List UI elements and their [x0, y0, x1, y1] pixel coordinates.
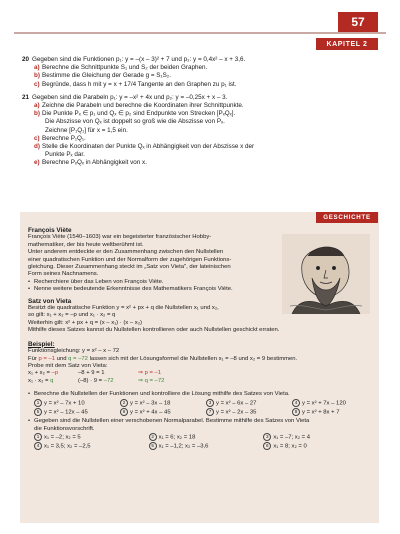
- satz-line: so gilt: x₁ + x₂ = –p und x₁ · x₂ = q: [28, 312, 116, 319]
- exercise-item-text: Die Punkte Pₓ ∈ p₁ und Qₓ ∈ p₂ sind Endpunkte von Strecken [PₓQₓ].: [42, 110, 236, 118]
- probe-p: –p: [51, 370, 59, 377]
- exercise-item: [22, 102, 380, 110]
- beispiel-line1: Funktionsgleichung: y = x² – x – 72: [28, 348, 120, 355]
- exercise-intro: [22, 94, 380, 102]
- probe-calc-result: –72: [103, 377, 114, 384]
- roots-item: [263, 442, 374, 451]
- satz-line: Besitzt die quadratische Funktion y = x² + px + q die Nullstellen x₁ und x₂,: [28, 305, 219, 312]
- paragraph-line: gleichung. Dieser Zusammenhang steckt im „Satz von Vieta", der lateinischen: [28, 264, 231, 271]
- satz-line: Weiterhin gilt: x² + px + q = (x – x₁) · (x – x₂): [28, 319, 142, 326]
- exercise-item-label: c): [34, 134, 40, 142]
- item-number-circle: 3: [206, 399, 214, 407]
- function-formula: y = x² + 7x – 120: [302, 400, 346, 407]
- beispiel-line3: Probe mit dem Satz von Vieta:: [28, 362, 108, 369]
- satz-lines: [28, 305, 374, 335]
- page-number: 57: [338, 12, 378, 32]
- exercise-number: 20: [22, 56, 30, 63]
- function-formula: y = x² – 3x – 18: [130, 400, 171, 407]
- beispiel-p: p = –1: [38, 355, 56, 362]
- exercise-item-text: Berechne PₓQₓ in Abhängigkeit von x.: [42, 159, 147, 167]
- item-number-circle: 7: [206, 408, 214, 416]
- item-number-circle: 5: [34, 408, 42, 416]
- roots-values: x₁ = –7; x₂ = 4: [273, 434, 311, 441]
- research-bullets: [28, 279, 374, 294]
- probe-q: q: [50, 377, 54, 384]
- roots-grid: [34, 433, 374, 451]
- nullstellen-bullet: • Berechne die Nullstellen der Funktionen und kontrolliere die Lösung mithilfe des Satzes von Vieta.: [28, 391, 374, 398]
- exercise-item-text: Stelle die Koordinaten der Punkte Qₓ in Abhängigkeit von der Abszisse x der: [42, 143, 255, 151]
- roots-values: x₁ = 3,5; x₂ = –2,5: [44, 443, 91, 450]
- satz-line: Mithilfe dieses Satzes kannst du Nullstellen kontrollieren oder auch Nullstellen geschickt erraten.: [28, 327, 280, 334]
- roots-item: [263, 433, 374, 442]
- satz-title: Satz von Vieta: [28, 297, 72, 305]
- exercise-item-text: Begründe, dass h mit y = x + 17/4 Tangente an den Graphen zu p₁ ist.: [42, 80, 237, 88]
- exercise-item-label: b): [34, 72, 40, 80]
- exercise-item-continuation: Die Abszisse von Qₓ ist doppelt so groß wie die Abszisse von Pₓ.: [45, 118, 225, 126]
- function-item: [34, 408, 116, 417]
- exercise-item-label: d): [34, 143, 40, 151]
- item-number-circle: 8: [292, 408, 300, 416]
- paragraph-line: Unter anderem entdeckte er den Zusammenhang zwischen den Nullstellen: [28, 249, 224, 256]
- history-title: François Viète: [28, 227, 72, 234]
- probe-row-product: [28, 378, 374, 385]
- exercise-item: [22, 143, 380, 151]
- exercise-item-continuation: Punkte Pₓ dar.: [45, 151, 85, 159]
- exercise-item-label: e): [34, 159, 40, 167]
- beispiel-text: lassen sich mit der Lösungsformel die Nullstellen x₁ = –8 und x₂ = 9 bestimmen.: [87, 355, 298, 362]
- roots-item: [149, 433, 260, 442]
- probe-result: ⇒ p = –1: [138, 370, 162, 377]
- exercise-item-text: Zeichne die Parabeln und berechne die Koordinaten ihrer Schnittpunkte.: [42, 102, 244, 110]
- item-number-circle: 6: [120, 408, 128, 416]
- exercise-item-label: c): [34, 80, 40, 88]
- exercise: [22, 94, 380, 168]
- roots-values: x₁ = –2; x₂ = 5: [44, 434, 81, 441]
- roots-item: [34, 442, 145, 451]
- beispiel-title: Beispiel:: [28, 340, 55, 348]
- chapter-tab: KAPITEL 2: [316, 38, 378, 50]
- function-item: [292, 399, 374, 408]
- beispiel-text: Für: [28, 355, 39, 362]
- paragraph-line: mathematiker, der bis heute weltberühmt ist.: [28, 241, 144, 248]
- exercise-item: [22, 72, 380, 80]
- roots-values: x₁ = 6; x₂ = 18: [158, 434, 196, 441]
- probe-result: ⇒ q = –72: [138, 377, 165, 384]
- exercise-list: [22, 56, 380, 173]
- function-item: [34, 399, 116, 408]
- probe-lhs: x₁ · x₂ =: [28, 377, 51, 384]
- function-item: [120, 408, 202, 417]
- header-rule: [14, 32, 386, 34]
- item-number-circle: 2: [120, 399, 128, 407]
- function-formula: y = x² + 8x + 7: [302, 409, 340, 416]
- funktionsvorschrift-bullet: [28, 418, 374, 433]
- item-number-circle: 1: [34, 433, 42, 441]
- exercise-intro: [22, 56, 380, 64]
- exercise-item-label: a): [34, 102, 40, 110]
- probe-lhs: x₁ + x₂ =: [28, 370, 52, 377]
- exercise-intro-text: Gegeben sind die Parabeln p₁: y = –x² + 4x und p₂: y = –0,25x + x – 3.: [32, 93, 228, 101]
- function-item: [206, 399, 288, 408]
- exercise-intro-text: Gegeben sind die Funktionen p₁: y = –(x – 3)² + 7 und p₂: y = 0,4x² – x + 3,6.: [32, 56, 246, 63]
- paragraph-line: Form seines Nachnamens.: [28, 271, 99, 278]
- exercise-item: [22, 110, 380, 118]
- exercise-item-text: Berechne die Schnittpunkte S₁ und S₂ der beiden Graphen.: [42, 64, 208, 72]
- paragraph-line: François Viète (1540–1603) war ein begeisterter französischer Hobby-: [28, 234, 212, 241]
- item-number-circle: 2: [149, 433, 157, 441]
- research-bullet: • Nenne weitere bedeutende Erkenntnisse des Mathematikers François Viète.: [28, 286, 374, 293]
- function-formula: y = x² – 6x – 27: [216, 400, 257, 407]
- function-item: [206, 408, 288, 417]
- funktionsvorschrift-line: • Gegeben sind die Nullstellen einer verschobenen Normalparabel. Bestimme mithilfe des Satzes von Vieta: [28, 418, 374, 425]
- history-paragraph: [28, 234, 278, 278]
- exercise-item: [22, 159, 380, 167]
- exercise-item-text: Berechne P₁Q₁.: [42, 134, 86, 142]
- exercise-item: [22, 135, 380, 143]
- exercise-item-continuation: Zeichne [P₁Q₁] für x = 1,5 ein.: [45, 126, 128, 134]
- beispiel-line2: [28, 356, 374, 363]
- probe-calc: –8 + 9 = 1: [78, 370, 105, 377]
- history-content: [28, 225, 374, 451]
- function-item: [120, 399, 202, 408]
- function-formula: y = x² – 7x + 10: [44, 400, 85, 407]
- exercise-item-label: a): [34, 64, 40, 72]
- beispiel-q: q = –72: [68, 355, 88, 362]
- roots-values: x₁ = 8; x₂ = 0: [273, 443, 307, 450]
- research-bullet: • Recherchiere über das Leben von François Viète.: [28, 279, 374, 286]
- item-number-circle: 6: [263, 442, 271, 450]
- item-number-circle: 4: [34, 442, 42, 450]
- function-formula: y = x² – 2x – 35: [216, 409, 257, 416]
- beispiel-block: [28, 348, 374, 385]
- exercise: [22, 56, 380, 89]
- function-formula: y = x² + 4x – 45: [130, 409, 171, 416]
- exercise-item: [22, 64, 380, 72]
- function-formula: y = x² – 12x – 45: [44, 409, 88, 416]
- paragraph-line: einer quadratischen Funktion und der Normalform der zugehörigen Funktions-: [28, 256, 232, 263]
- exercise-item: [22, 81, 380, 89]
- roots-values: x₁ = –1,2; x₂ = –3,6: [158, 443, 209, 450]
- item-number-circle: 4: [292, 399, 300, 407]
- function-item: [292, 408, 374, 417]
- history-tab: GESCHICHTE: [316, 212, 378, 223]
- roots-item: [149, 442, 260, 451]
- exercise-item-text: Bestimme die Gleichung der Gerade g = S₁S₂.: [42, 72, 171, 80]
- probe-row-sum: [28, 370, 374, 377]
- roots-item: [34, 433, 145, 442]
- exercise-number: 21: [22, 93, 30, 101]
- beispiel-text: und: [55, 355, 69, 362]
- item-number-circle: 3: [263, 433, 271, 441]
- probe-calc: (–8) · 9 =: [78, 377, 104, 384]
- item-number-circle: 5: [149, 442, 157, 450]
- function-grid: [34, 399, 374, 417]
- exercise-item-label: b): [34, 110, 40, 118]
- item-number-circle: 1: [34, 399, 42, 407]
- funktionsvorschrift-line: die Funktionsvorschrift.: [34, 425, 95, 432]
